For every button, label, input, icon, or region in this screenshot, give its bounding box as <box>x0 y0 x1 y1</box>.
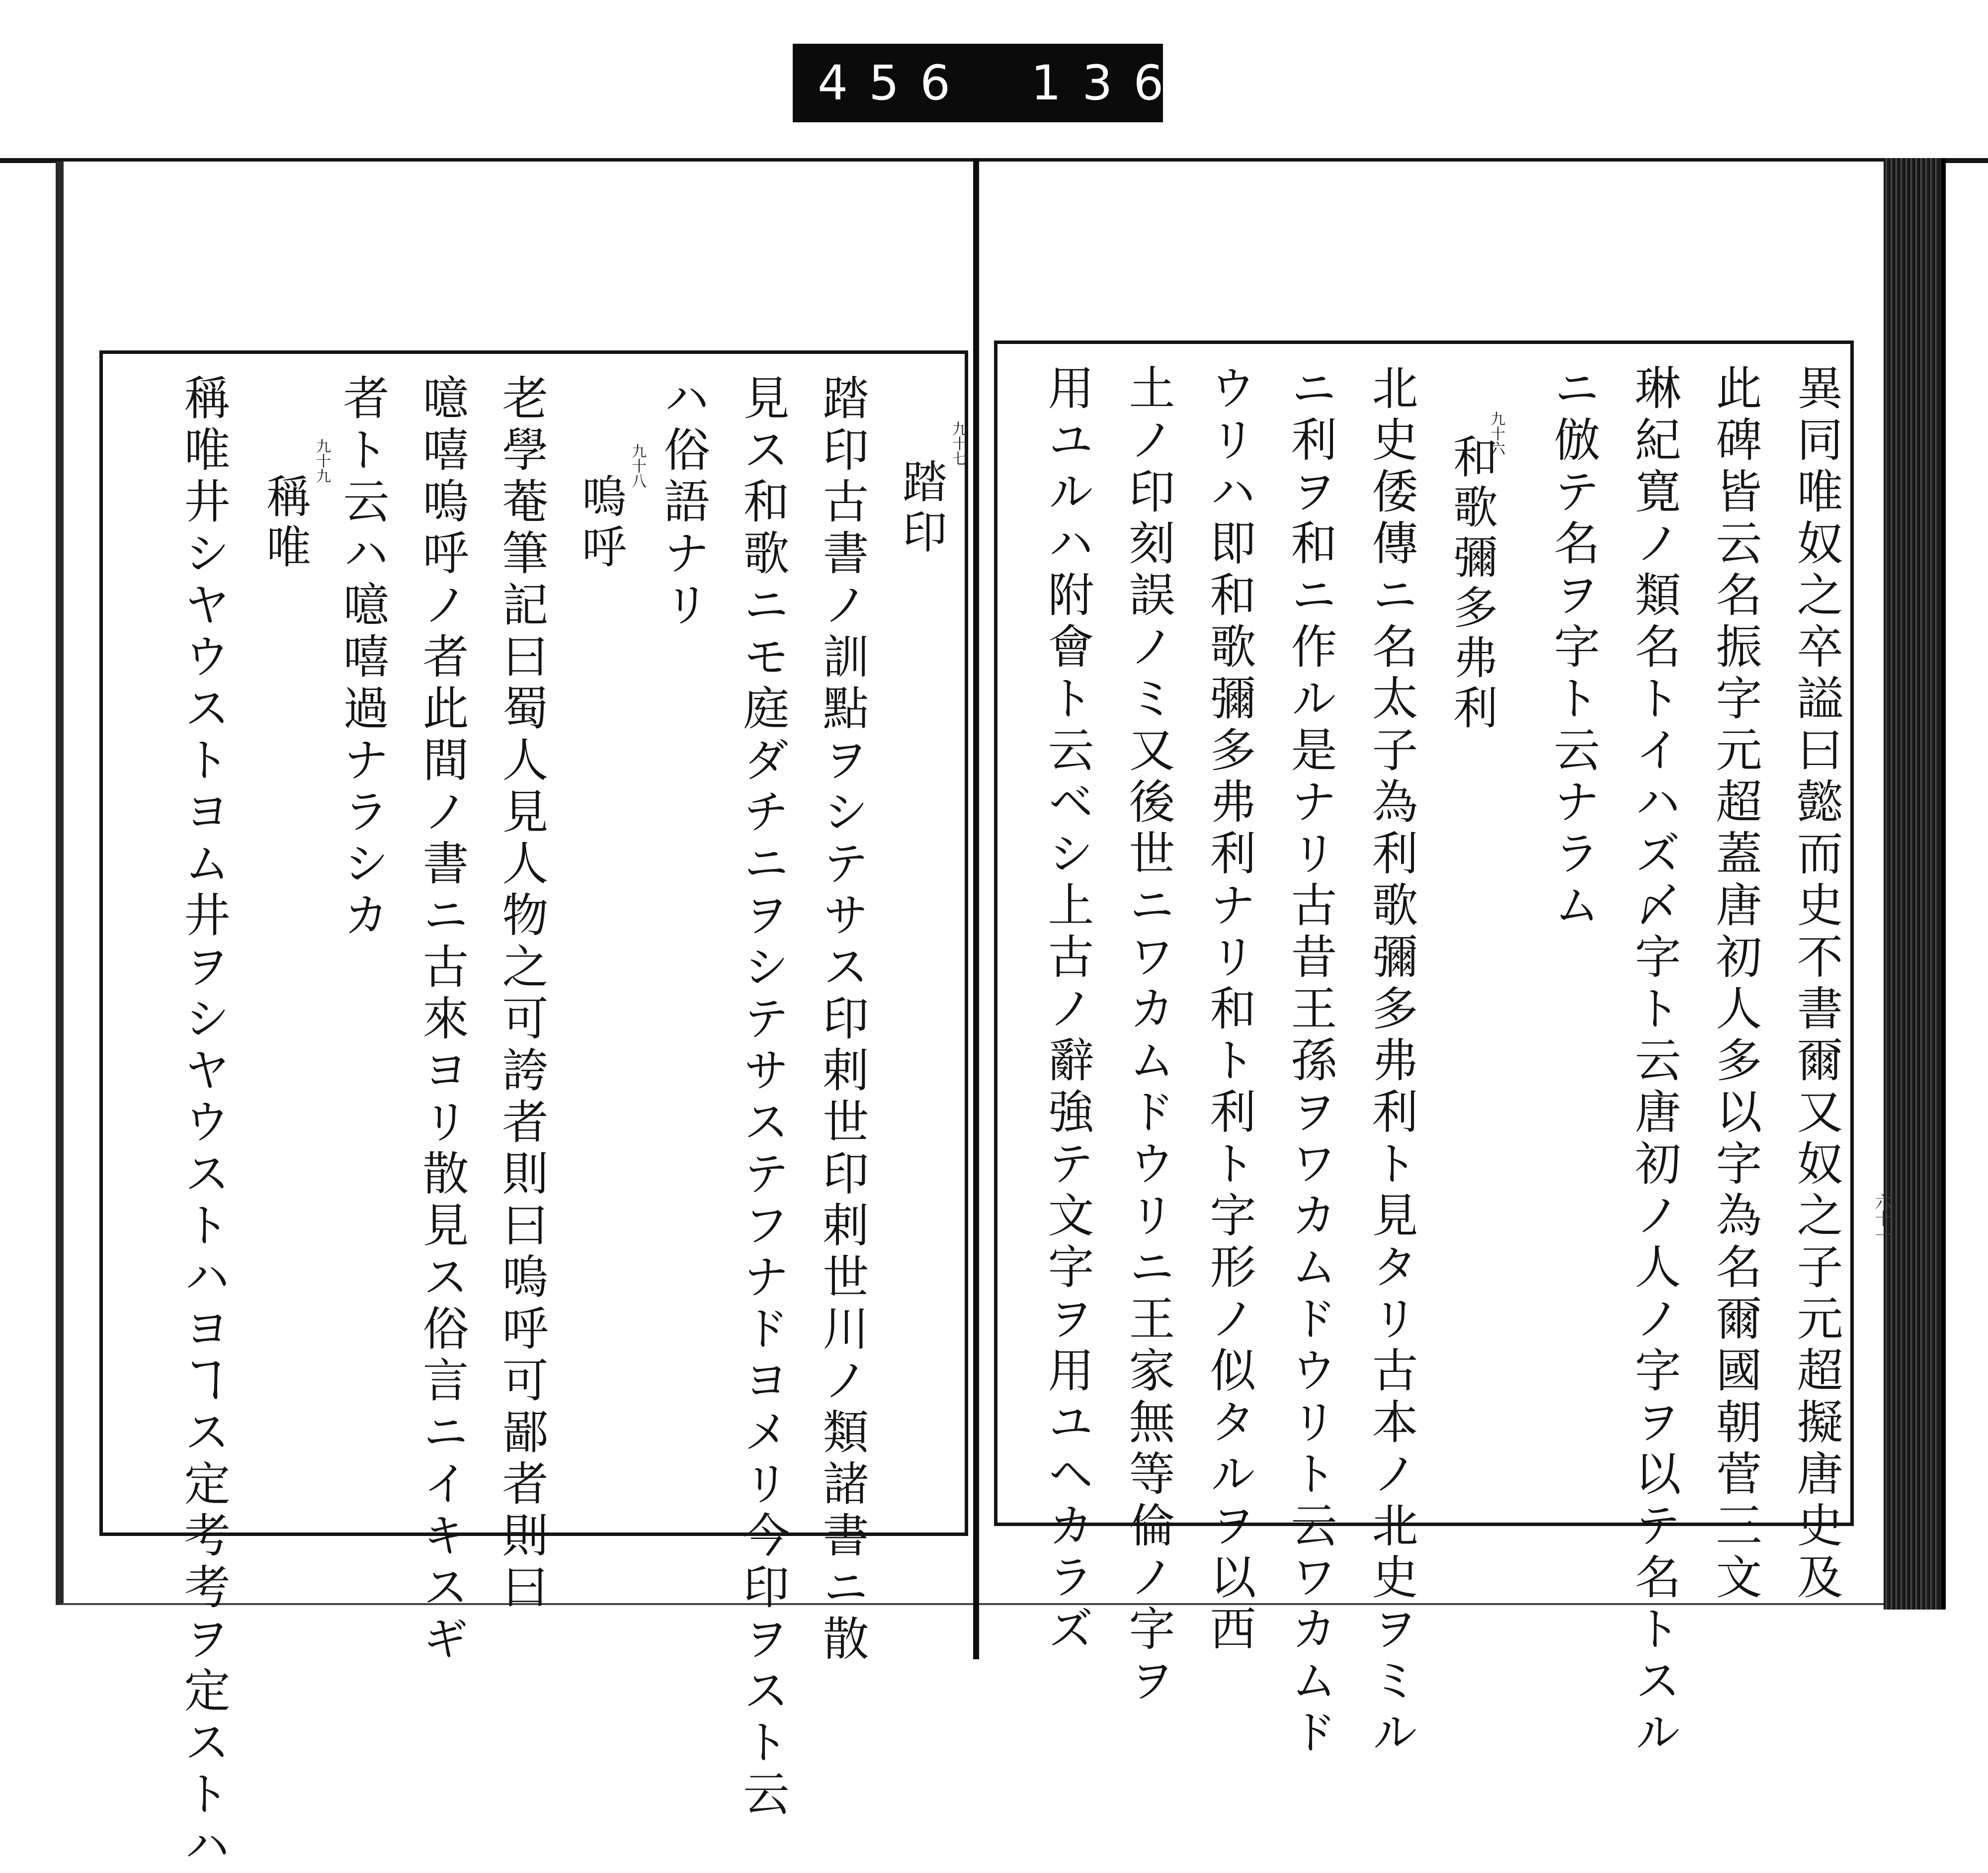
text-line: 老學菴筆記曰蜀人見人物之可誇者則曰嗚呼可鄙者則曰 <box>495 374 548 1615</box>
text-line: 異同唯奴之卒謚曰懿而史不書爾又奴之子元超擬唐史及 <box>1789 364 1843 1605</box>
entry-heading: 和歌彌多弗利 <box>1445 433 1497 735</box>
text-line: 噫嘻嗚呼ノ者此間ノ書ニ古來ヨリ散見ス俗言ニイキスギ <box>415 374 469 1666</box>
left-page-text-frame <box>99 350 968 1873</box>
text-line: 琳紀寛ノ類名トイハズ〆字ト云唐初ノ人ノ字ヲ以テ名トスル <box>1627 364 1681 1760</box>
entry-number: 九十六 <box>1488 411 1505 456</box>
text-line: 用ユルハ附會ト云ベシ上古ノ辭強テ文字ヲ用ユヘカラズ <box>1040 364 1094 1656</box>
text-line: 稱唯井シヤウストヨム井ヲシヤウストハヨヿス定考考ヲ定ストハ <box>176 374 230 1873</box>
text-line: 者ト云ハ噫嘻過ナラシカ <box>335 374 389 942</box>
text-line: 北史倭傳ニ名太子為利歌彌多弗利ト見タリ古本ノ北史ヲミル <box>1364 364 1418 1760</box>
entry-number: 九十七 <box>949 421 967 466</box>
entry-heading: 踏印 <box>895 458 947 559</box>
catalog-number-label <box>793 44 1221 122</box>
entry-heading: 稱唯 <box>258 473 311 574</box>
folio-number: 六十一 <box>1872 1193 1892 1244</box>
right-page-text-frame <box>994 341 1854 1760</box>
text-line: 見ス和歌ニモ庭ダチニヲシテサステフナドヨメリ今印ヲスト云 <box>736 374 789 1821</box>
fore-edge-outline <box>1941 158 1946 1610</box>
entry-heading: 嗚呼 <box>574 473 626 574</box>
text-line: 踏印古書ノ訓點ヲシテサス印剌世印剌世川ノ類諸書ニ散 <box>815 374 869 1666</box>
text-line: ウリハ即和歌彌多弗利ナリ和ト利ト字形ノ似タルヲ以西 <box>1202 364 1256 1656</box>
entry-number: 九十九 <box>313 438 331 483</box>
catalog-number-left: 456 <box>818 55 972 111</box>
text-line: 土ノ印刻誤ノミ又後世ニワカムドウリニ王家無等倫ノ字ヲ <box>1121 364 1175 1708</box>
catalog-number-right: 136. <box>1031 55 1221 111</box>
text-line: 此碑皆云名振字元超蓋唐初人多以字為名爾國朝菅三文 <box>1708 364 1762 1605</box>
text-line: ニ倣テ名ヲ字ト云ナラム <box>1546 364 1600 933</box>
text-line: ニ利ヲ和ニ作ル是ナリ古昔王孫ヲワカムドウリト云ワカムド <box>1283 364 1337 1760</box>
entry-number: 九十八 <box>629 443 646 488</box>
text-line: ハ俗語ナリ <box>656 374 710 632</box>
fore-edge <box>1884 158 1943 1610</box>
book-spine <box>973 158 979 1659</box>
